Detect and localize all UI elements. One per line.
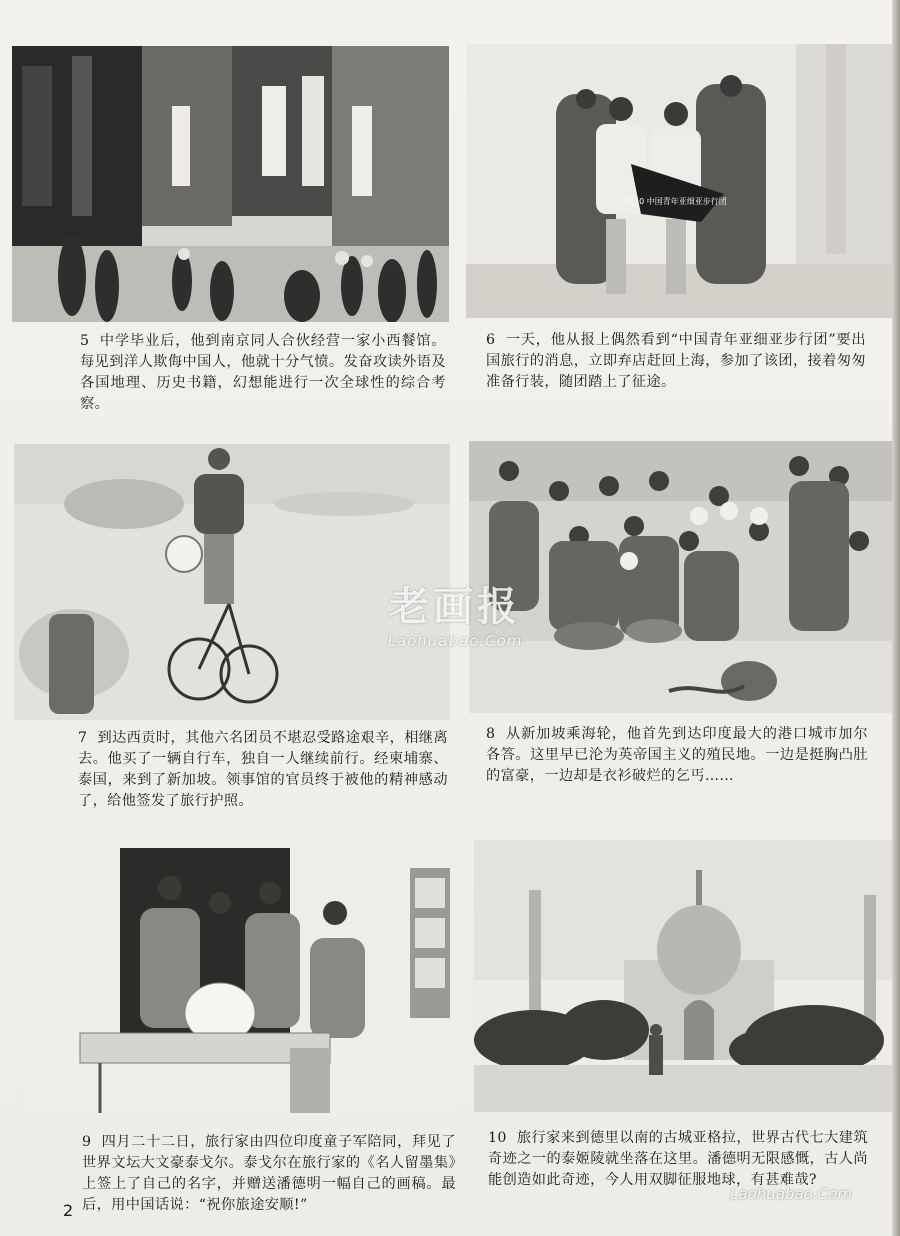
departure-group-drawing — [466, 44, 896, 318]
banner-text: 一九三0 中国青年亚细亚步行团 — [615, 197, 727, 206]
panel-9-caption — [82, 1132, 456, 1216]
panel-7-number: 7 — [78, 730, 88, 746]
cyclist-drawing — [14, 444, 450, 720]
taj-mahal-drawing — [474, 840, 894, 1112]
panel-8-number: 8 — [486, 726, 496, 742]
panel-9-illustration — [20, 838, 456, 1118]
panel-10-illustration — [474, 840, 894, 1112]
watermark-chinese: 老画报 — [389, 584, 521, 630]
panel-6-illustration — [466, 44, 896, 318]
panel-5-caption — [80, 331, 446, 415]
panel-10-text: 旅行家来到德里以南的古城亚格拉，世界古代七大建筑奇迹之一的泰姬陵就坐落在这里。潘德明无限感慨，古人尚能创造如此奇迹，今人用双脚征服地球，有甚难哉? — [488, 1130, 868, 1188]
panel-7-text: 到达西贡时，其他六名团员不堪忍受路途艰辛，相继离去。他买了一辆自行车，独自一人继续前行。经柬埔寨、泰国，来到了新加坡。领事馆的官员终于被他的精神感动了，给他签发了旅行护照。 — [78, 730, 448, 809]
page-number: 2 — [63, 1201, 74, 1220]
panel-9-number: 9 — [82, 1134, 92, 1150]
panel-5-illustration — [12, 46, 449, 322]
page-edge — [892, 0, 900, 1236]
panel-7-caption — [78, 728, 448, 812]
watermark-url: Laohuabao.Com — [387, 632, 523, 650]
panel-6-text: 一天，他从报上偶然看到“中国青年亚细亚步行团”要出国旅行的消息，立即弃店赶回上海，参加了该团，接着匆匆准备行装，随团踏上了征途。 — [486, 332, 866, 390]
street-scene-drawing — [12, 46, 449, 322]
tagore-meeting-drawing — [20, 838, 456, 1118]
panel-6-number: 6 — [486, 332, 496, 348]
panel-7-illustration — [14, 444, 450, 720]
watermark-bottom-url: Laohuabao.Com — [730, 1185, 852, 1203]
panel-8-illustration — [469, 441, 896, 713]
crowd-drawing — [469, 441, 896, 713]
panel-8-caption — [486, 724, 868, 787]
panel-5-number: 5 — [80, 333, 90, 349]
panel-5-text: 中学毕业后，他到南京同人合伙经营一家小西餐馆。每见到洋人欺侮中国人，他就十分气愤。发奋攻读外语及各国地理、历史书籍，幻想能进行一次全球性的综合考察。 — [80, 333, 446, 412]
panel-6-caption — [486, 330, 866, 393]
panel-8-text: 从新加坡乘海轮，他首先到达印度最大的港口城市加尔各答。这里早已沦为英帝国主义的殖民地。一边是挺胸凸肚的富豪，一边却是衣衫破烂的乞丐…… — [486, 726, 868, 784]
panel-9-text: 四月二十二日，旅行家由四位印度童子军陪同，拜见了世界文坛大文豪泰戈尔。泰戈尔在旅行家的《名人留墨集》上签上了自己的名字，并赠送潘德明一幅自己的画稿。最后，用中国话说：“祝你旅途安顺!” — [82, 1134, 456, 1213]
panel-10-number: 10 — [488, 1130, 507, 1146]
panel-10-caption — [488, 1128, 868, 1191]
